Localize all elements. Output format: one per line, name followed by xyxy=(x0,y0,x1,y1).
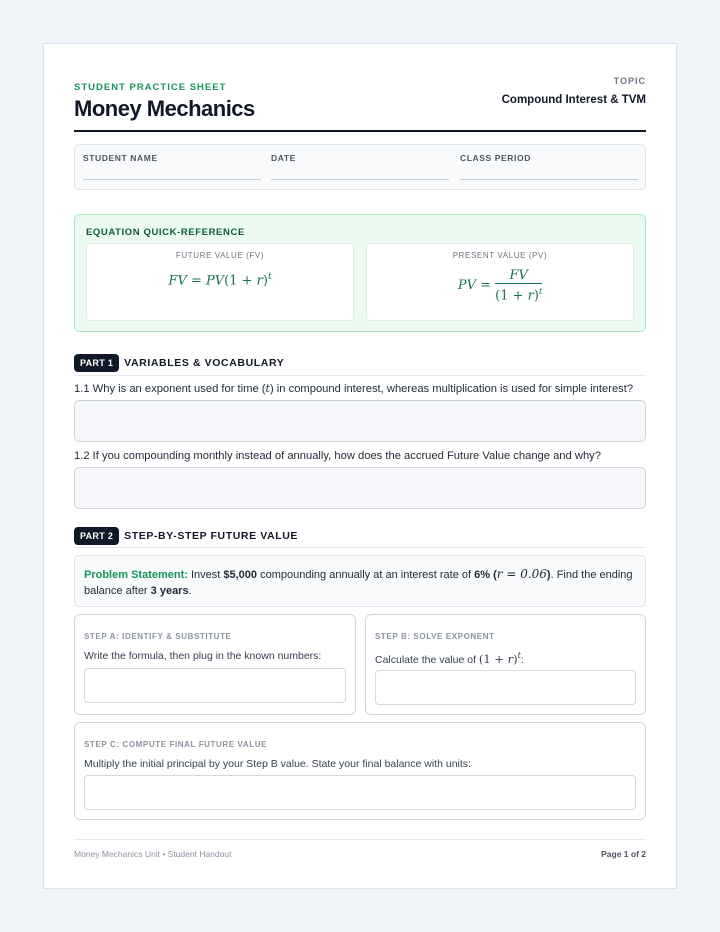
problem-rate-equation: r = 0.06 xyxy=(496,567,547,581)
step-b-expression: $(1 + r)^t$ xyxy=(478,651,521,666)
worksheet-page xyxy=(43,43,677,889)
answer-1-1-input[interactable] xyxy=(74,400,646,442)
step-a-instructions: Write the formula, then plug in the known numbers: xyxy=(84,650,322,662)
class-period-label: CLASS PERIOD xyxy=(460,153,531,163)
step-b-card xyxy=(365,614,646,715)
step-c-instructions: Multiply the initial principal by your Step B value. State your final balance with units: xyxy=(84,758,471,770)
equation-reference-box xyxy=(74,214,646,332)
step-c-card xyxy=(74,722,646,820)
date-line[interactable] xyxy=(271,179,449,180)
question-1-1-text-start: 1.1 Why is an exponent used for time ( xyxy=(74,383,266,395)
problem-rate-group: 6% (r = 0.06) xyxy=(474,567,551,581)
class-period-line[interactable] xyxy=(460,179,638,180)
date-label: DATE xyxy=(271,153,296,163)
question-1-1 xyxy=(74,382,633,395)
present-value-label: PRESENT VALUE (PV) xyxy=(452,251,548,260)
footer-divider xyxy=(74,839,646,840)
problem-statement-label: Problem Statement: xyxy=(84,569,188,581)
part-2-header xyxy=(74,527,298,545)
problem-text-3: . Find the ending balance after xyxy=(84,569,633,597)
date-field[interactable] xyxy=(271,153,449,180)
present-value-formula: PV = $\frac{FV}{(1 + r)^t}$ xyxy=(457,268,543,304)
sheet-eyebrow: STUDENT PRACTICE SHEET xyxy=(74,82,227,93)
problem-text-2: compounding annually at an interest rate of xyxy=(257,569,475,581)
student-name-line[interactable] xyxy=(83,179,261,180)
part-1-badge: PART 1 xyxy=(74,354,119,372)
step-c-label: STEP C: COMPUTE FINAL FUTURE VALUE xyxy=(84,740,268,749)
part-2-divider xyxy=(74,547,646,548)
part-2-title: STEP-BY-STEP FUTURE VALUE xyxy=(124,530,299,542)
topic-label: TOPIC xyxy=(613,76,646,86)
step-b-label: STEP B: SOLVE EXPONENT xyxy=(375,632,495,641)
student-name-field[interactable] xyxy=(83,153,261,180)
problem-amount: $5,000 xyxy=(223,569,258,581)
present-value-card xyxy=(366,243,634,321)
footer-left: Money Mechanics Unit • Student Handout xyxy=(74,849,232,859)
problem-statement xyxy=(74,555,646,607)
problem-text-4: . xyxy=(188,585,192,597)
part-1-title: VARIABLES & VOCABULARY xyxy=(124,357,285,369)
answer-1-2-input[interactable] xyxy=(74,467,646,509)
future-value-label: FUTURE VALUE (FV) xyxy=(175,251,265,260)
student-info-box xyxy=(74,144,646,190)
header-divider xyxy=(74,130,646,132)
topic-value: Compound Interest & TVM xyxy=(501,94,646,106)
student-name-label: STUDENT NAME xyxy=(83,153,158,163)
question-1-1-variable: t xyxy=(265,382,270,395)
page-number: Page 1 of 2 xyxy=(601,849,646,859)
problem-text-1: Invest xyxy=(187,569,224,581)
problem-years: 3 years xyxy=(150,585,189,597)
step-b-answer-input[interactable] xyxy=(375,670,636,705)
future-value-card xyxy=(86,243,354,321)
part-1-header xyxy=(74,354,284,372)
class-period-field[interactable] xyxy=(460,153,638,180)
future-value-formula: FV = $PV(1 + r)^t$ xyxy=(168,272,272,289)
equation-reference-title: EQUATION QUICK-REFERENCE xyxy=(86,227,245,238)
step-b-instructions: Calculate the value of $(1 + r)^t$: xyxy=(375,651,524,666)
step-c-answer-input[interactable] xyxy=(84,775,636,810)
part-2-badge: PART 2 xyxy=(74,527,119,545)
step-a-card xyxy=(74,614,356,715)
problem-rate: 6% xyxy=(474,569,491,581)
step-a-answer-input[interactable] xyxy=(84,668,346,703)
question-1-2: 1.2 If you compounding monthly instead of annually, how does the accrued Future Value change and why? xyxy=(74,450,601,462)
part-1-divider xyxy=(74,375,646,376)
step-b-instructions-text: Calculate the value of xyxy=(375,653,479,666)
page-title: Money Mechanics xyxy=(74,96,255,121)
question-1-1-text-end: ) in compound interest, whereas multiplication is used for simple interest? xyxy=(269,383,634,395)
step-a-label: STEP A: IDENTIFY & SUBSTITUTE xyxy=(84,632,232,641)
